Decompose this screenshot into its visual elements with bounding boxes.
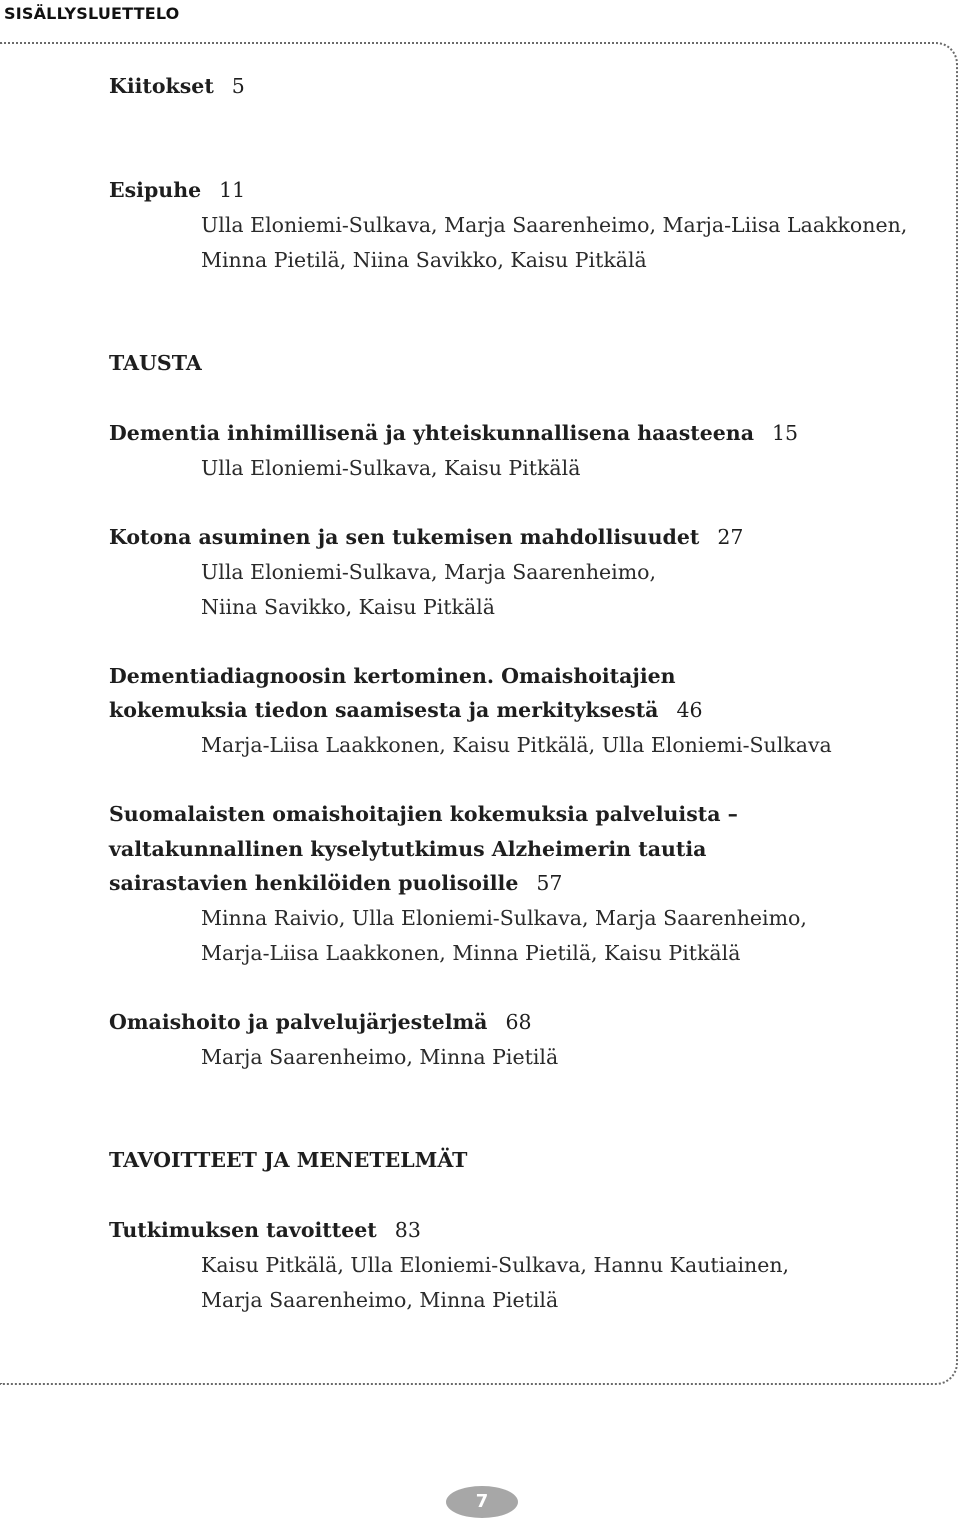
toc-entry-page: 5: [231, 74, 245, 98]
toc-entry-suomalaisten-omaishoitajien: [109, 801, 738, 827]
toc-entry-kotona-asuminen: [109, 524, 743, 550]
toc-entry-esipuhe: [109, 177, 245, 203]
document-header-label: SISÄLLYSLUETTELO: [4, 4, 180, 23]
toc-entry-authors: Minna Raivio, Ulla Eloniemi-Sulkava, Marja Saarenheimo,: [201, 906, 807, 930]
toc-entry-page: 57: [536, 871, 563, 895]
toc-entry-authors: Marja-Liisa Laakkonen, Minna Pietilä, Kaisu Pitkälä: [201, 941, 741, 965]
toc-entry-title: Tutkimuksen tavoitteet: [109, 1218, 377, 1242]
toc-entry-dementiadiagnoosin-kertominen-cont: [109, 697, 703, 723]
toc-entry-title: Kiitokset: [109, 74, 214, 98]
toc-entry-title: Dementiadiagnoosin kertominen. Omaishoitajien: [109, 664, 676, 688]
section-heading-tausta: TAUSTA: [109, 351, 202, 375]
toc-entry-dementia-haasteena: [109, 420, 798, 446]
section-heading-tavoitteet-ja-menetelmat: TAVOITTEET JA MENETELMÄT: [109, 1148, 468, 1172]
toc-entry-suomalaisten-omaishoitajien-cont: [109, 836, 706, 862]
toc-entry-authors: Minna Pietilä, Niina Savikko, Kaisu Pitkälä: [201, 248, 647, 272]
toc-entry-suomalaisten-omaishoitajien-cont: [109, 870, 562, 896]
toc-entry-title: Kotona asuminen ja sen tukemisen mahdollisuudet: [109, 525, 700, 549]
toc-entry-page: 27: [717, 525, 744, 549]
toc-entry-omaishoito-palvelujarjestelma: [109, 1009, 532, 1035]
toc-entry-title: kokemuksia tiedon saamisesta ja merkityksestä: [109, 698, 659, 722]
toc-entry-title: valtakunnallinen kyselytutkimus Alzheimerin tautia: [109, 837, 707, 861]
toc-entry-authors: Ulla Eloniemi-Sulkava, Kaisu Pitkälä: [201, 456, 581, 480]
toc-entry-dementiadiagnoosin-kertominen: [109, 663, 676, 689]
page-number-badge: 7: [446, 1486, 518, 1518]
toc-entry-authors: Kaisu Pitkälä, Ulla Eloniemi-Sulkava, Hannu Kautiainen,: [201, 1253, 790, 1277]
toc-entry-kiitokset: [109, 73, 245, 99]
toc-entry-authors: Ulla Eloniemi-Sulkava, Marja Saarenheimo,: [201, 560, 657, 584]
toc-entry-page: 83: [394, 1218, 421, 1242]
toc-entry-page: 11: [219, 178, 246, 202]
toc-entry-title: Omaishoito ja palvelujärjestelmä: [109, 1010, 488, 1034]
toc-entry-title: sairastavien henkilöiden puolisoille: [109, 871, 519, 895]
toc-entry-page: 68: [505, 1010, 532, 1034]
toc-entry-authors: Marja-Liisa Laakkonen, Kaisu Pitkälä, Ulla Eloniemi-Sulkava: [201, 733, 832, 757]
toc-entry-title: Suomalaisten omaishoitajien kokemuksia palveluista –: [109, 802, 738, 826]
toc-entry-authors: Niina Savikko, Kaisu Pitkälä: [201, 595, 495, 619]
toc-entry-page: 15: [772, 421, 799, 445]
toc-entry-authors: Marja Saarenheimo, Minna Pietilä: [201, 1288, 559, 1312]
toc-entry-tutkimuksen-tavoitteet: [109, 1217, 421, 1243]
toc-entry-title: Dementia inhimillisenä ja yhteiskunnallisena haasteena: [109, 421, 754, 445]
toc-entry-authors: Marja Saarenheimo, Minna Pietilä: [201, 1045, 559, 1069]
toc-entry-page: 46: [676, 698, 703, 722]
toc-entry-authors: Ulla Eloniemi-Sulkava, Marja Saarenheimo, Marja-Liisa Laakkonen,: [201, 213, 908, 237]
toc-entry-title: Esipuhe: [109, 178, 202, 202]
